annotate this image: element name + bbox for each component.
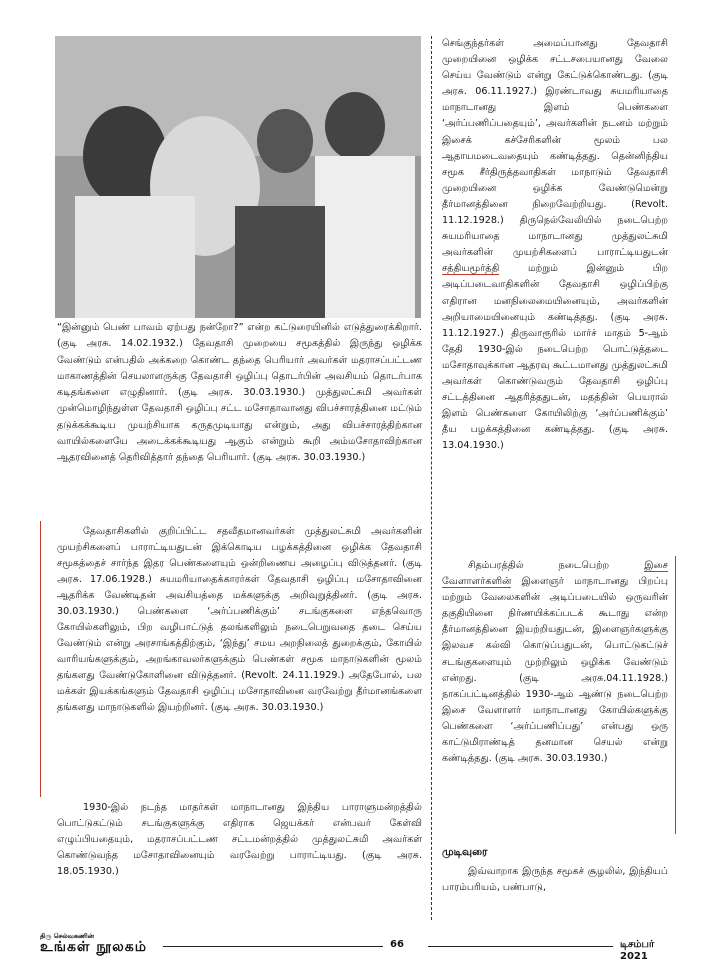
caption-text: “இன்னும் பெண் பாவம் ஏற்பது நன்றோ?” என்ற கட்டுரையினில் எடுத்துரைக்கிறார். (குடி அரசு. 14.02.1932.) தேவதாசி முறையை சமூகத்தில் இருந்து ஒழிக்க வேண்டும் என்பதில் அக்கறை கொண்ட தந்தை பெரியார் அவர்கள் மதராசப்பட்டண மாகாணத்தின் செயலாளருக்கு தேவதாசி ஒழிப்பு தொடர்பின் அவசியம் தொடர்பாக கடிதங்களை எழுதினார். (குடி அரசு. 30.03.1930.) முத்துலட்சுமி அவர்கள் முன்மொழிந்துள்ள தேவதாசி ஒழிப்பு சட்ட மசோதாவானது விபச்சாரத்தினை மட்டும் தடுக்கக்கூடிய முயற்சியாக கருதமுடியாது என்றும், அது விபச்சாரத்திற்கான வாயில்களையே அடைக்கக்கூடியது ஆகும் என்றும் கூறி அம்மசோதாவிற்கான ஆதரவினைத் தெரிவித்தார் தந்தை பெரியார். (குடி அரசு. 30.03.1930.) [57, 322, 422, 464]
brand-subtitle: திரு செல்வகணின் [40, 932, 95, 940]
left-paragraph-text: தேவதாசிகளில் குறிப்பிட்ட சதவீதமானவர்கள் முத்துலட்சுமி அவர்களின் முயற்சிகளைப் பாராட்டியதுடன் இக்கொடிய பழக்கத்தினை ஒழிக்க தேவதாசி சமூகத்தைச் சார்ந்த இதர பெண்களையும் ஒன்றிணைய அழைப்பு விடுத்தனர். (குடி அரசு. 17.06.1928.) சுயமரியாதைக்காரர்கள் தேவதாசி ஒழிப்பு மசோதாவினை ஆதரிக்க வேண்டிதன் அவசியத்தை மக்களுக்கு அறிவுறுத்தினர். (குடி அரசு. 30.03.1930.) பெண்களை ‘அர்ப்பணிக்கும்’ சடங்குகளை எந்தவொரு கோயில்களிலும், பிற வழிபாட்டுத் தலங்களிலும் நடைபெறுவதை தடை செய்ய வேண்டும் என்று அரசாங்கத்திற்கும், ‘இந்து’ சமய அறநிலைத் துறைக்கும், கோயில் வாரியங்களுக்கும், அறங்காவலர்களுக்கும் பெண்கள் சமூக மாநாடுகளின் மூலம் தங்களது வேண்டுகோளினை விடுத்தனர். (Revolt. 24.11.1929.) அதேபோல், பல மக்கள் இயக்கங்களும் தேவதாசி ஒழிப்பு மசோதாவினை வரவேற்று தீர்மானங்களை தங்களது மாநாடுகளில் இயற்றினர். (குடி அரசு. 30.03.1930.) [57, 526, 422, 713]
footer-rule-left [163, 946, 383, 947]
right2-a: சிதம்பரத்தில் நடைபெற்ற [468, 560, 610, 571]
right2-underlined: இசை வேளாளர்களின் [442, 560, 668, 588]
right-para-underlined: சத்தியமூர்த்தி [442, 263, 500, 275]
right-paragraph [442, 36, 668, 454]
right-para-b: மற்றும் இன்னும் பிற அடிப்படைவாதிகளின் தேவதாசி ஒழிப்பிற்கு எதிரான மனநிலைமையினையும், அவர்களின் அறியாமையினையும் கண்டித்தது. (குடி அரசு. 11.12.1927.) திருவாரூரில் மார்ச் மாதம் 5-ஆம் தேதி 1930-இல் நடைபெற்ற பொட்டுத்தடை மசோதாவுக்கான ஆதரவு கூட்டமானது முத்துலட்சுமி அவர்கள் கொண்டுவரும் தேவதாசி ஒழிப்பு சட்டத்தினை ஆதரித்ததுடன், மதத்தின் பெயரால் இளம் பெண்களை கோயிலிற்கு ‘அர்ப்பணிக்கும்’ தீய பழக்கத்தினை கண்டித்தது. (குடி அரசு. 13.04.1930.) [442, 263, 668, 452]
right2-b: இளைஞர் மாநாடானது பிறப்பு மற்றும் வேலைகளின் அடிப்படையில் ஒருவரின் தகுதியினை நிர்ணயிக்கப்படக் கூடாது என்ற தீர்மானத்தினை இயற்றியதுடன், இளைஞர்களுக்கு இலவச கல்வி கொடுப்பதுடன், பொட்டுகட்டுச் சடங்குகளையும் முற்றிலும் ஒழிக்க வேண்டும் என்றது. (குடி அரசு.04.11.1928.) நாகப்பட்டினத்தில் 1930-ஆம் ஆண்டு நடைபெற்ற இசை வேளாளர் மாநாடானது கோயில்களுக்கு பெண்களை ‘அர்ப்பணிப்பது’ என்பது ஒரு காட்டுமிராண்டித் தனமான செயல் என்று கண்டித்தது. (குடி அரசு. 30.03.1930.) [442, 576, 668, 765]
conclusion-text: இவ்வாறாக இருந்த சமூகச் சூழலில், இந்தியப் பாரம்பரியம், பண்பாடு, [442, 866, 668, 894]
section-heading: முடிவுரை [442, 846, 488, 858]
brand-logo: உங்கள் நூலகம் [40, 939, 147, 955]
highlight-bar-right [675, 556, 676, 834]
page-number: 66 [390, 939, 404, 950]
page-footer [40, 932, 678, 962]
footer-rule-right [428, 946, 613, 947]
right-paragraph-2 [442, 558, 668, 767]
right-paragraph-2-text [442, 558, 668, 767]
conclusion-paragraph [442, 864, 668, 896]
left-paragraph [57, 524, 422, 716]
left-paragraph-2-text: 1930-இல் நடந்த மாதர்கள் மாநாடானது இந்திய பாராளுமன்றத்தில் பொட்டுகட்டும் சடங்குகளுக்கு எதிராக ஜெயக்கர் என்பவர் கேள்வி எழுப்பியதையும், மதராசப்பட்டண சட்டமன்றத்தில் முத்துலட்சுமி அவர்கள் கொண்டுவந்த மசோதாவினையும் வரவேற்று பாராட்டியது. (குடி அரசு. 18.05.1930.) [57, 802, 422, 877]
right-para-a: செங்குந்தர்கள் அமைப்பானது தேவதாசி முறையினை ஒழிக்க சட்டசபையானது வேலை செய்ய வேண்டும் என்று கேட்டுக்கொண்டது. (குடி அரசு. 06.11.1927.) இரண்டாவது சுயமரியாதை மாநாடானது இளம் பெண்களை ‘அர்ப்பணிப்பதையும்’, அவர்களின் நடனம் மற்றும் இசைக் கச்சேரிகளின் மூலம் பல ஆதாயமடைவதையும் கண்டித்தது. தென்னிந்திய சமூக சீர்திருத்தவாதிகள் மாநாடும் தேவதாசி முறையினை ஒழிக்க வேண்டுமென்று தீர்மானத்தினை நிறைவேற்றியது. (Revolt. 11.12.1928.) திருநெல்வேலியில் நடைபெற்ற சுயமரியாதை மாநாடானது முத்துலட்சுமி அவர்களின் முயற்சிகளைப் பாராட்டியதுடன் [442, 38, 668, 259]
right-paragraph-text [442, 36, 668, 454]
left-paragraph-2 [57, 800, 422, 880]
photograph [55, 36, 421, 318]
column-divider [431, 36, 432, 920]
photo-caption [57, 320, 422, 467]
photo-icon [55, 36, 421, 318]
issue-date: டிசம்பர் 2021 [620, 939, 655, 962]
